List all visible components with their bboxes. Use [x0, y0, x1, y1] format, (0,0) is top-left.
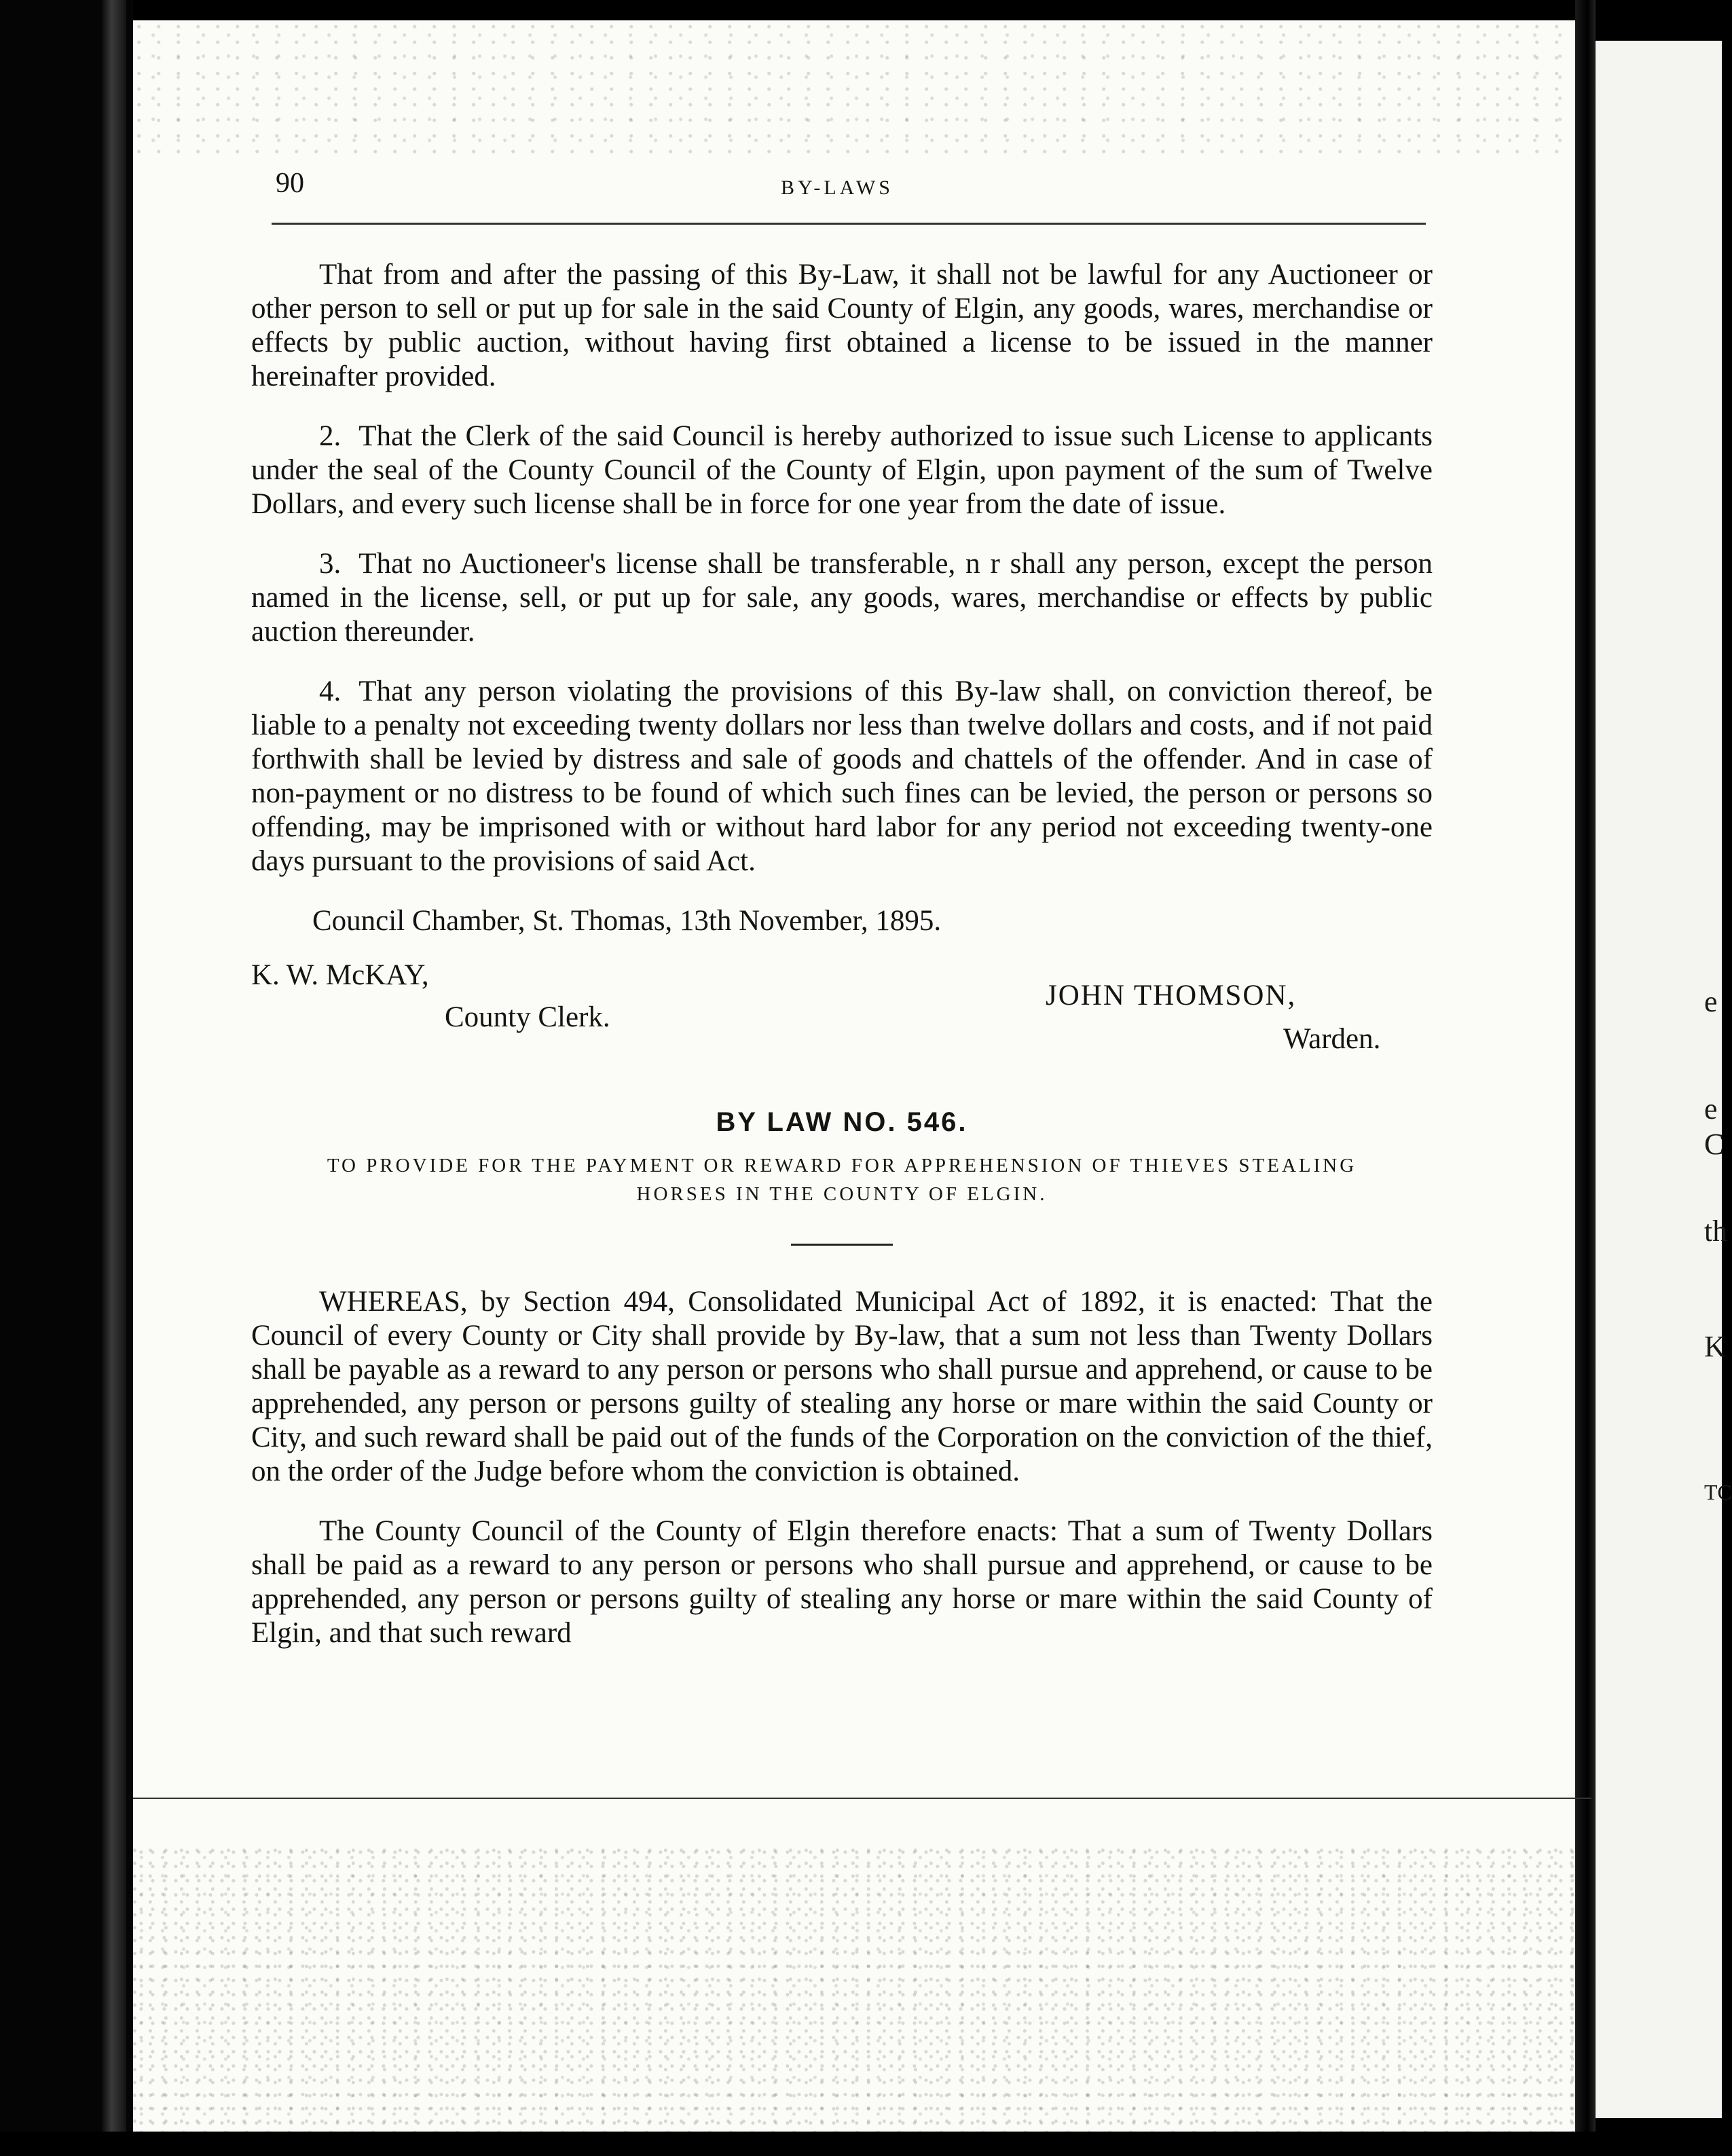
clerk-title: County Clerk.: [445, 1001, 610, 1033]
council-chamber-dateline: Council Chamber, St. Thomas, 13th November, 1895.: [312, 905, 942, 937]
paragraph-4: [251, 675, 1433, 878]
adjacent-page-fragment: e: [1704, 985, 1718, 1018]
paragraph-text: That the Clerk of the said Council is hereby authorized to issue such License to applicants under the seal of the County Council of the County of Elgin, upon payment of the sum of Twelve Dollars, and every such license shall be in force for one year from the date of issue.: [251, 420, 1433, 520]
section-divider: [791, 1244, 893, 1246]
paragraph-text: That any person violating the provisions of this By-law shall, on conviction thereof, be liable to a penalty not exceeding twenty dollars nor less than twelve dollars and costs, and if not paid forthwith shall be levied by distress and sale of goods and chattels of the offender. And in case of non-payment or no distress to be found of which such fines can be levied, the person or persons so offending, may be imprisoned with or without hard labor for any period not exceeding twenty-one days pursuant to the provisions of said Act.: [251, 675, 1433, 877]
paragraph-3: [251, 547, 1433, 649]
paragraph-1: [251, 258, 1433, 394]
page-body: [251, 258, 1433, 1676]
clerk-name: K. W. McKAY,: [251, 959, 429, 991]
scan-noise-top: [133, 20, 1591, 156]
warden-title: Warden.: [1283, 1023, 1381, 1055]
whereas-paragraph: WHEREAS, by Section 494, Consolidated Municipal Act of 1892, it is enacted: That the Council of every County or City shall provide by By-law, that a sum not less than Twenty Dollars shall be payable as a reward to any person or persons who shall pursue and apprehend, or cause to be apprehended, any person or persons guilty of stealing any horse or mare within the said County or City, and such reward shall be paid out of the funds of the Corporation on the conviction of the thief, on the order of the Judge before whom the conviction is obtained.: [251, 1286, 1433, 1487]
scan-noise-bottom: [133, 1846, 1591, 2132]
enacts-paragraph: The County Council of the County of Elgin therefore enacts: That a sum of Twenty Dollars shall be paid as a reward to any person or persons who shall pursue and apprehend, or cause to be apprehended, any person or persons guilty of stealing any horse or mare within the said County of Elgin, and that such reward: [251, 1515, 1433, 1649]
paragraph-number: 2.: [319, 420, 342, 452]
paragraph-2: [251, 420, 1433, 521]
page-gutter: [1575, 0, 1596, 2156]
paragraph-number: 4.: [319, 675, 342, 707]
book-spine: [102, 0, 126, 2156]
scan-border-bottom: [0, 2132, 1722, 2156]
overlapping-sheet-edge: [133, 1798, 1591, 1799]
running-head: BY-LAWS: [781, 176, 893, 199]
paragraph-number: 3.: [319, 548, 342, 580]
adjacent-page-fragment: C: [1704, 1128, 1725, 1161]
signature-block: [251, 959, 1433, 1054]
paragraph-text: That from and after the passing of this By-Law, it shall not be lawful for any Auctioneer or other person to sell or put up for sale in the said County of Elgin, any goods, wares, merchandise or effects by public auction, without having first obtained a license to be issued in the manner hereinafter provided.: [251, 259, 1433, 392]
page-number: 90: [276, 168, 304, 199]
adjacent-page-fragment: K: [1704, 1330, 1726, 1363]
adjacent-page-fragment: e: [1704, 1092, 1718, 1126]
paragraph-text: That no Auctioneer's license shall be transferable, n r shall any person, except the person named in the license, sell, or put up for sale, any goods, wares, merchandise or effects by public auction thereunder.: [251, 548, 1433, 648]
warden-name: JOHN THOMSON,: [1046, 980, 1297, 1011]
bylaw-subtitle: TO PROVIDE FOR THE PAYMENT OR REWARD FOR APPREHENSION OF THIEVES STEALING HORSES IN THE COUNTY OF ELGIN.: [327, 1155, 1357, 1205]
adjacent-page: [1596, 41, 1732, 2118]
adjacent-page-fragment: TC: [1704, 1480, 1732, 1504]
adjacent-page-fragment: th: [1704, 1214, 1728, 1248]
header-rule: [272, 223, 1426, 225]
bylaw-title: BY LAW NO. 546.: [716, 1107, 968, 1137]
page-header: [272, 167, 1426, 208]
